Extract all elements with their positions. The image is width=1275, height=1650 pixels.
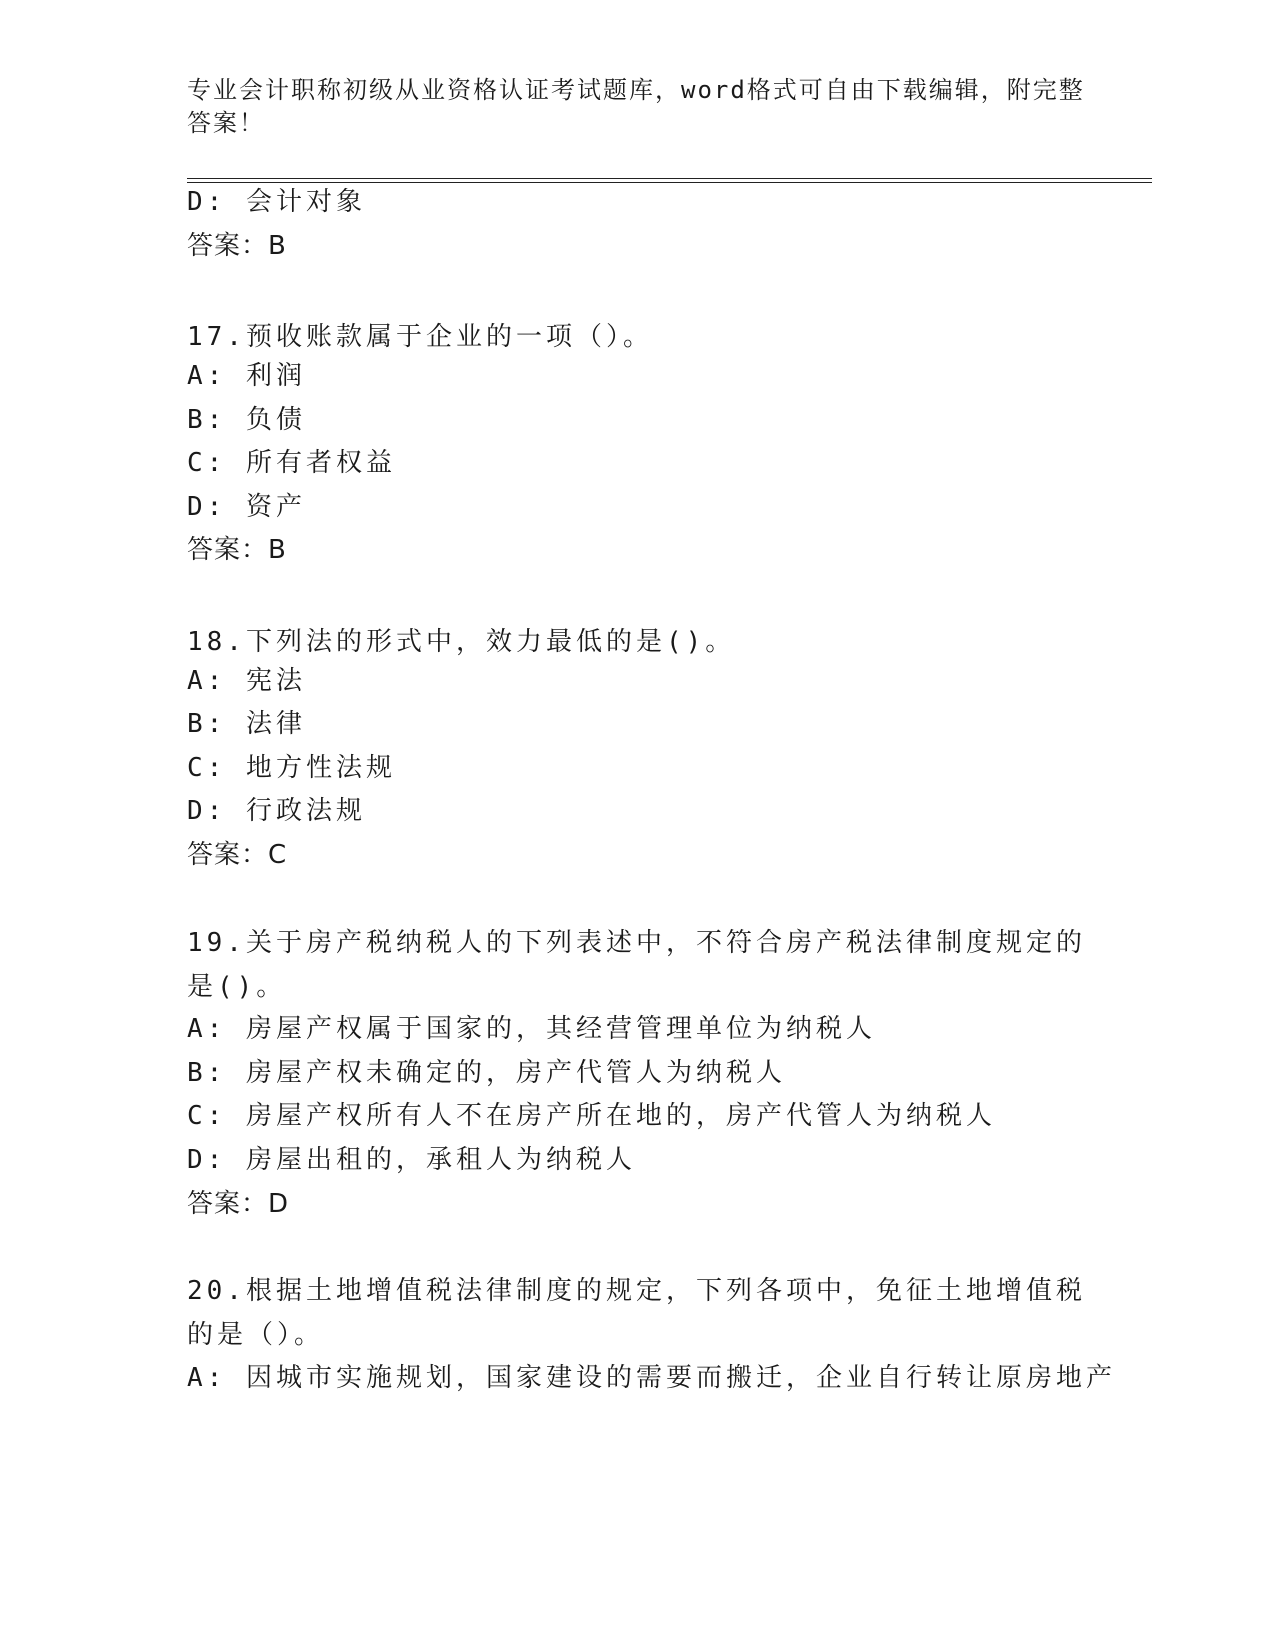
answer: 答案：B: [187, 535, 287, 565]
option-d: D: 房屋出租的，承租人为纳税人: [187, 1145, 636, 1175]
option-a: A: 房屋产权属于国家的，其经营管理单位为纳税人: [187, 1014, 876, 1044]
option-d: D: 行政法规: [187, 796, 366, 826]
question-19: 19.关于房产税纳税人的下列表述中，不符合房产税法律制度规定的是()。: [187, 928, 1086, 1002]
question-18: 18.下列法的形式中，效力最低的是()。: [187, 627, 736, 657]
question-17: 17.预收账款属于企业的一项（）。: [187, 322, 653, 352]
option-a: A: 宪法: [187, 666, 306, 696]
answer: 答案：D: [187, 1189, 290, 1219]
option-a: A: 利润: [187, 361, 306, 391]
option-d: D: 会计对象: [187, 187, 366, 217]
option-d: D: 资产: [187, 492, 306, 522]
document-page: [187, 0, 1162, 1650]
option-c: C: 房屋产权所有人不在房产所在地的，房产代管人为纳税人: [187, 1101, 996, 1131]
option-c: C: 所有者权益: [187, 448, 396, 478]
page-header: 专业会计职称初级从业资格认证考试题库，word格式可自由下载编辑，附完整答案！: [187, 76, 1085, 137]
option-a: A: 因城市实施规划，国家建设的需要而搬迁，企业自行转让原房地产: [187, 1363, 1116, 1393]
option-b: B: 负债: [187, 405, 306, 435]
question-20: 20.根据土地增值税法律制度的规定，下列各项中，免征土地增值税的是（）。: [187, 1276, 1086, 1350]
option-b: B: 法律: [187, 709, 306, 739]
option-c: C: 地方性法规: [187, 753, 396, 783]
header-divider: [187, 178, 1152, 183]
answer: 答案：C: [187, 840, 288, 870]
option-b: B: 房屋产权未确定的，房产代管人为纳税人: [187, 1058, 786, 1088]
answer: 答案：B: [187, 231, 287, 261]
